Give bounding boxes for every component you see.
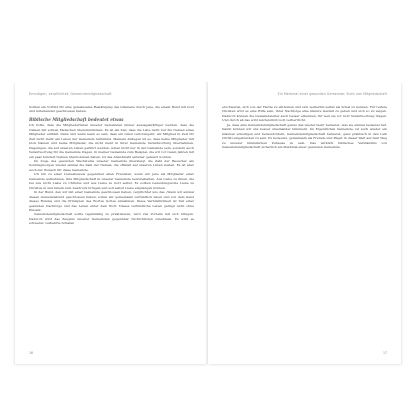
page-number-right: 17 [382,351,387,355]
paragraph: Im Zuge des gesunden Wachstums unserer Gemeinde übersteigt die Zahl der Besucher am Sonntagmorgen wieder einmal die Zahl der Namen, die offiziell auf unseren Listen stehen. Es ist aber auch der Wunsch für diese Gemeinde. [29,159,194,172]
running-head-right: Ein Merkmal einer gesunden Gemeinde: Sicht von Mitgliedschaft [277,92,387,96]
left-page [15,82,208,364]
section-heading: Biblische Mitgliedschaft bedeutet etwas [29,116,124,122]
running-head-left: Ermutigen, verpflichtet: Gemeindemitgliedschaft [29,92,112,96]
paragraph: Gemeindemitgliedschaft sollte regelmäßig zu praktizieren, wird viel Vorteile mit sich bringen. Dadurch wird das Zeugnis unserer Gemeinden gegenüber Nichtchristen zunehmen. Es wird es schwerer, verkehrte Schafen [29,212,194,226]
paragraph: In der Bund, den wir mit einer Gemeinde geschlossen haben, verpflichtet uns das „Wenn wir einmal diesen Gemeindebund geschlossen haben, sollen wir gemeinsam verbindlich leben und von dem Geist dieses Bundes und die Prinzipien des Wortes Gottes annehmen. Diese Verbindlichkeit ist Teil einer gesunden Nachfolge und das Leben unter dem Wort. Dieses verbindliche Leben gelingt nicht ohne Einsatz. [29,190,194,213]
paragraph: Ich bin zu einer Liebesbeweis gegenüber allen Freunden, wenn wir jene als Mitglieder einer Gemeinde aufnehmen, ihre Mitgliedschaft in unserer Gemeinde beizubehalten. Aus Liebe zu ihnen, die bei uns nicht Liebe zu Christus und aus Liebe zu Gott selbst. Es sollten bedeutungsvolle Liebe zu Christus in und hinein zum Ausdruck bringen und soll selbst Liebe empfangen können. [29,172,194,190]
right-body-text [222,105,387,150]
left-body-text [29,105,194,226]
paragraph: Ich hoffe, dass die Mitgliederlisten unserer Gemeinden immer aussagekräftiger werden, dass die Namen mit echten Menschen übereinstimmen. Es ist ein Ziel, dass die Liste nicht nur die Namen eines Mitglieder enthält. Dann und wann kann es sein, dass ein Glied verlorengeht, ein Mitglied in Zeit für Zeit nicht mehr am Leben der Gemeinde teilnimmt. Meinem Anliegen ist es, dass keine Mitglieder mit bloß Namen und keine Mitglieder, die nicht mehr in ihrer Gemeinde Verantwortung übernehmen. Diejenigen, die auf unseren Listen geführt werden, sollen nicht nur in der Gemeinde sein, sondern auch Verantwortung für die Gemeinde tragen. In meiner Gemeinde zum Beispiel, die wir vor vielen Jahren mit ein paar hundert Namen übernommen haben, ist das Abendmahl seltener gefeiert worden. [29,123,194,159]
page-number-left: 16 [29,351,34,355]
intro-paragraph: Sollten ein Vorbild für eine gemeinsame Bestätigung des Glaubens durch jene, die einem Bund mit Gott und miteinander geschlossen haben. [29,105,194,114]
right-page [208,82,401,364]
paragraph: Ja, dass eine Gemeindemitgliedschaft genau das wieder mehr bedeutet, was sie einmal bedeutet hat. Damit können wir uns besser umeinander kümmern. Im Eigentlichen Gemeinde, ist auch wieder ein Glauben ermutigen und herausfordern, Gemeindemitgliedschaft bedeutet, ganz praktisch in den Leib Christi eingebunden zu sein. Es bedeutet, gemeinsam als Fremde und Pilger in dieser Welt auf dem Weg zu unserer himmlischen Zuhause zu sein. Das wirklich biblisches Verständnis von Gemeindemitgliedschaft sicherlich ein Merkmal einer gesunden Gemeinde. [222,122,387,150]
paragraph: erschweren, sich von der Herde zu entfernen und sich weiterhin selbst als Schaf zu nennen. Für reifere Christen wird es eine Hilfe sein, ihrer Nachfolge eine klarere Gestalt zu geben und sich so zu zeigen. Dadurch können die Gemeindeleiter auch besser erkennen, für wen sie vor Gott Verantwortung tragen. Und durch all das wird letztendlich Gott verherrlicht. [222,105,387,123]
